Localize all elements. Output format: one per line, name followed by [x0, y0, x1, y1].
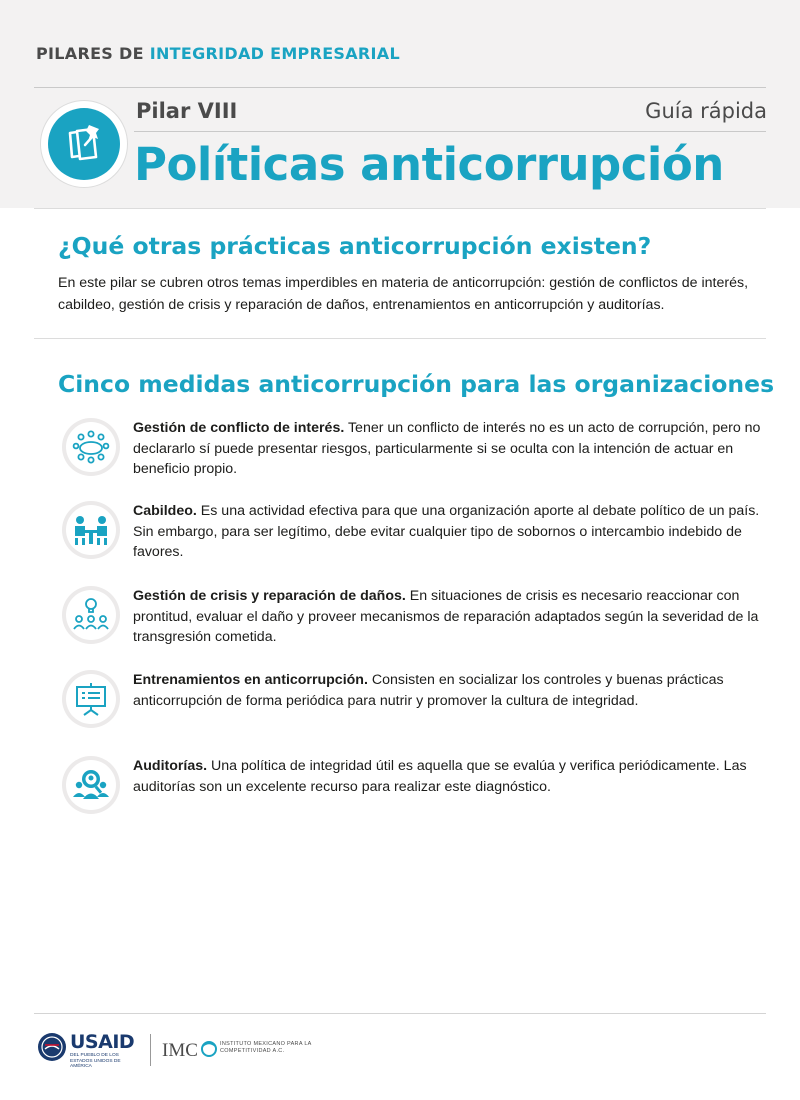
intro-paragraph: En este pilar se cubren otros temas imperdibles en materia de anticorrupción: gestión de conflictos de interés, cabildeo, gestión de crisis y reparación de daños, entrenamientos en anticorrupción y auditorías.	[58, 275, 749, 313]
measure-title: Auditorías.	[133, 758, 208, 774]
svg-text:IMC: IMC	[162, 1040, 198, 1061]
series-label	[36, 44, 400, 63]
logo-divider	[150, 1034, 151, 1066]
meeting-table-icon	[71, 427, 111, 467]
team-lightbulb-icon	[71, 595, 111, 635]
measure-text	[133, 756, 770, 797]
measure-icon-wrap	[62, 418, 120, 476]
section-heading-measures: Cinco medidas anticorrupción para las organizaciones	[58, 370, 775, 398]
measure-text	[133, 670, 770, 711]
imco-wordmark-icon	[162, 1037, 218, 1061]
measure-icon-wrap	[62, 501, 120, 559]
measure-description: En situaciones de crisis es necesario reaccionar con prontitud, evaluar el daño y proveer mecanismos de reparación adaptados según la severidad de la transgresión cometida.	[133, 588, 759, 645]
measure-title: Gestión de crisis y reparación de daños.	[133, 588, 406, 604]
header-mid-rule	[134, 131, 766, 132]
documents-pin-icon	[59, 119, 109, 169]
series-prefix: PILARES DE	[36, 44, 144, 63]
measure-title: Cabildeo.	[133, 503, 197, 519]
guide-label: Guía rápida	[645, 99, 767, 123]
measure-icon-wrap	[62, 586, 120, 644]
measure-text	[133, 501, 770, 563]
measure-description: Consisten en socializar los controles y buenas prácticas anticorrupción de forma periódica para nutrir y promover la cultura de integridad.	[133, 672, 724, 709]
header-top-rule	[34, 87, 766, 88]
usaid-wordmark: USAID	[70, 1031, 135, 1053]
measure-text	[133, 418, 770, 480]
audit-magnifier-icon	[71, 765, 111, 805]
pillar-logo	[40, 100, 128, 188]
section-divider	[34, 338, 766, 339]
measure-description: Tener un conflicto de interés no es un acto de corrupción, pero no declararlo sí puede presentar riesgos, particularmente si se oculta con la intención de actuar en beneficio propio.	[133, 420, 761, 477]
measure-title: Entrenamientos en anticorrupción.	[133, 672, 368, 688]
usaid-tagline: DEL PUEBLO DE LOS ESTADOS UNIDOS DE AMÉRICA	[70, 1053, 121, 1069]
measure-description: Es una actividad efectiva para que una organización aporte al debate político de un país. Sin embargo, para ser legítimo, debe evitar cualquier tipo de sobornos o intercambio indebido de favores.	[133, 503, 760, 560]
header-bottom-rule	[34, 208, 766, 209]
measure-text	[133, 586, 770, 648]
usaid-seal-icon	[38, 1033, 66, 1061]
footer-rule	[34, 1013, 766, 1014]
imco-name: INSTITUTO MEXICANO PARA LA COMPETITIVIDAD A.C.	[220, 1041, 312, 1054]
page-title: Políticas anticorrupción	[134, 138, 724, 191]
measure-description: Una política de integridad útil es aquella que se evalúa y verifica periódicamente. Las auditorías son un excelente recurso para realizar este diagnóstico.	[133, 758, 747, 795]
measure-title: Gestión de conflicto de interés.	[133, 420, 345, 436]
measure-icon-wrap	[62, 670, 120, 728]
presentation-board-icon	[71, 679, 111, 719]
series-accent: INTEGRIDAD EMPRESARIAL	[149, 44, 400, 63]
section-heading-practices: ¿Qué otras prácticas anticorrupción existen?	[58, 232, 652, 260]
measure-icon-wrap	[62, 756, 120, 814]
two-people-desk-icon	[71, 510, 111, 550]
pillar-number: Pilar VIII	[136, 99, 238, 123]
usaid-logo	[38, 1031, 138, 1071]
